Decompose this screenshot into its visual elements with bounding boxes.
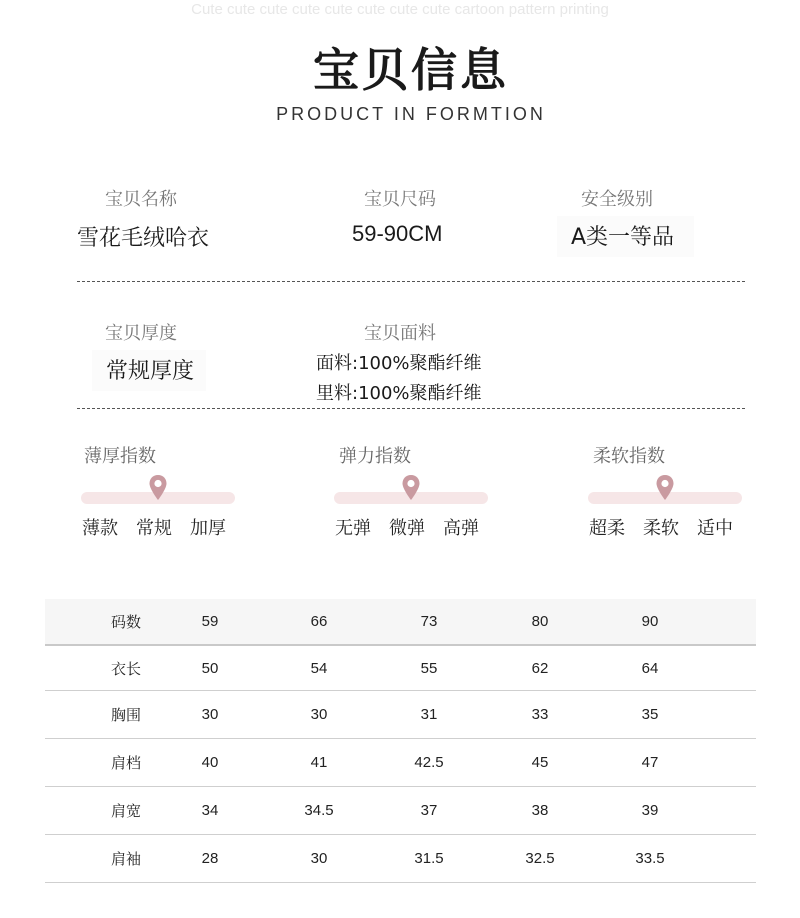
safety-level-value: A类一等品 bbox=[557, 216, 694, 257]
table-cell: 40 bbox=[201, 754, 219, 771]
location-pin-icon bbox=[401, 474, 421, 502]
table-cell: 47 bbox=[641, 754, 659, 771]
table-cell: 34 bbox=[201, 802, 219, 819]
table-cell: 54 bbox=[310, 659, 328, 677]
table-header-row bbox=[45, 599, 756, 646]
table-row-label: 肩档 bbox=[110, 754, 141, 772]
index-option: 加厚 bbox=[190, 518, 226, 539]
table-cell: 33 bbox=[531, 706, 549, 723]
index-option: 无弹 bbox=[335, 518, 371, 539]
index-option: 高弹 bbox=[443, 518, 479, 539]
thickness-label: 宝贝厚度 bbox=[105, 323, 177, 344]
page-title: 宝贝信息 bbox=[313, 43, 509, 97]
table-cell: 33.5 bbox=[635, 850, 665, 867]
product-name-value: 雪花毛绒哈衣 bbox=[77, 226, 210, 251]
table-row-label: 肩宽 bbox=[110, 802, 141, 820]
table-cell: 32.5 bbox=[525, 850, 555, 867]
table-cell: 64 bbox=[641, 659, 659, 677]
page-subtitle: PRODUCT IN FORMTION bbox=[276, 104, 546, 124]
table-header-label: 码数 bbox=[110, 613, 141, 631]
table-header-size: 59 bbox=[201, 613, 219, 630]
table-row bbox=[45, 646, 756, 691]
table-cell: 62 bbox=[531, 659, 549, 677]
table-row bbox=[45, 787, 756, 835]
fabric-outer-value: 面料:100%聚酯纤维 bbox=[316, 353, 482, 374]
fabric-label: 宝贝面料 bbox=[364, 323, 436, 344]
table-cell: 39 bbox=[641, 802, 659, 819]
table-row-label: 胸围 bbox=[110, 706, 141, 724]
table-header-size: 73 bbox=[420, 613, 438, 630]
table-cell: 45 bbox=[531, 754, 549, 771]
table-header-size: 80 bbox=[531, 613, 549, 630]
index-label: 柔软指数 bbox=[593, 446, 665, 467]
index-option: 超柔 bbox=[589, 518, 625, 539]
table-row-label: 肩袖 bbox=[110, 850, 141, 868]
index-option: 薄款 bbox=[82, 518, 118, 539]
table-cell: 34.5 bbox=[304, 802, 334, 819]
table-cell: 28 bbox=[201, 850, 219, 867]
table-row-label: 衣长 bbox=[110, 659, 141, 678]
index-option: 适中 bbox=[697, 518, 733, 539]
index-label: 薄厚指数 bbox=[84, 446, 156, 467]
table-cell: 55 bbox=[420, 659, 438, 677]
index-label: 弹力指数 bbox=[339, 446, 411, 467]
product-size-label: 宝贝尺码 bbox=[364, 189, 436, 210]
thickness-value: 常规厚度 bbox=[92, 350, 206, 391]
table-cell: 30 bbox=[310, 850, 328, 867]
table-row bbox=[45, 739, 756, 787]
table-cell: 50 bbox=[201, 659, 219, 677]
safety-level-label: 安全级别 bbox=[581, 189, 653, 210]
index-option: 柔软 bbox=[643, 518, 679, 539]
table-cell: 30 bbox=[310, 706, 328, 723]
table-cell: 31 bbox=[420, 706, 438, 723]
table-header-size: 90 bbox=[641, 613, 659, 630]
table-cell: 30 bbox=[201, 706, 219, 723]
table-cell: 37 bbox=[420, 802, 438, 819]
product-size-value: 59-90CM bbox=[352, 221, 443, 246]
location-pin-icon bbox=[148, 474, 168, 502]
table-cell: 38 bbox=[531, 802, 549, 819]
background-watermark-text: Cute cute cute cute cute cute cute cute cartoon pattern printing bbox=[191, 1, 609, 18]
location-pin-icon bbox=[655, 474, 675, 502]
size-table bbox=[45, 599, 756, 883]
table-cell: 41 bbox=[310, 754, 328, 771]
index-option: 常规 bbox=[136, 518, 172, 539]
table-row bbox=[45, 835, 756, 883]
table-cell: 42.5 bbox=[414, 754, 444, 771]
section-divider bbox=[77, 281, 745, 282]
fabric-lining-value: 里料:100%聚酯纤维 bbox=[316, 383, 482, 404]
index-option: 微弹 bbox=[389, 518, 425, 539]
table-cell: 35 bbox=[641, 706, 659, 723]
product-name-label: 宝贝名称 bbox=[105, 189, 177, 210]
table-header-size: 66 bbox=[310, 613, 328, 630]
section-divider bbox=[77, 408, 745, 409]
table-row bbox=[45, 691, 756, 739]
table-cell: 31.5 bbox=[414, 850, 444, 867]
